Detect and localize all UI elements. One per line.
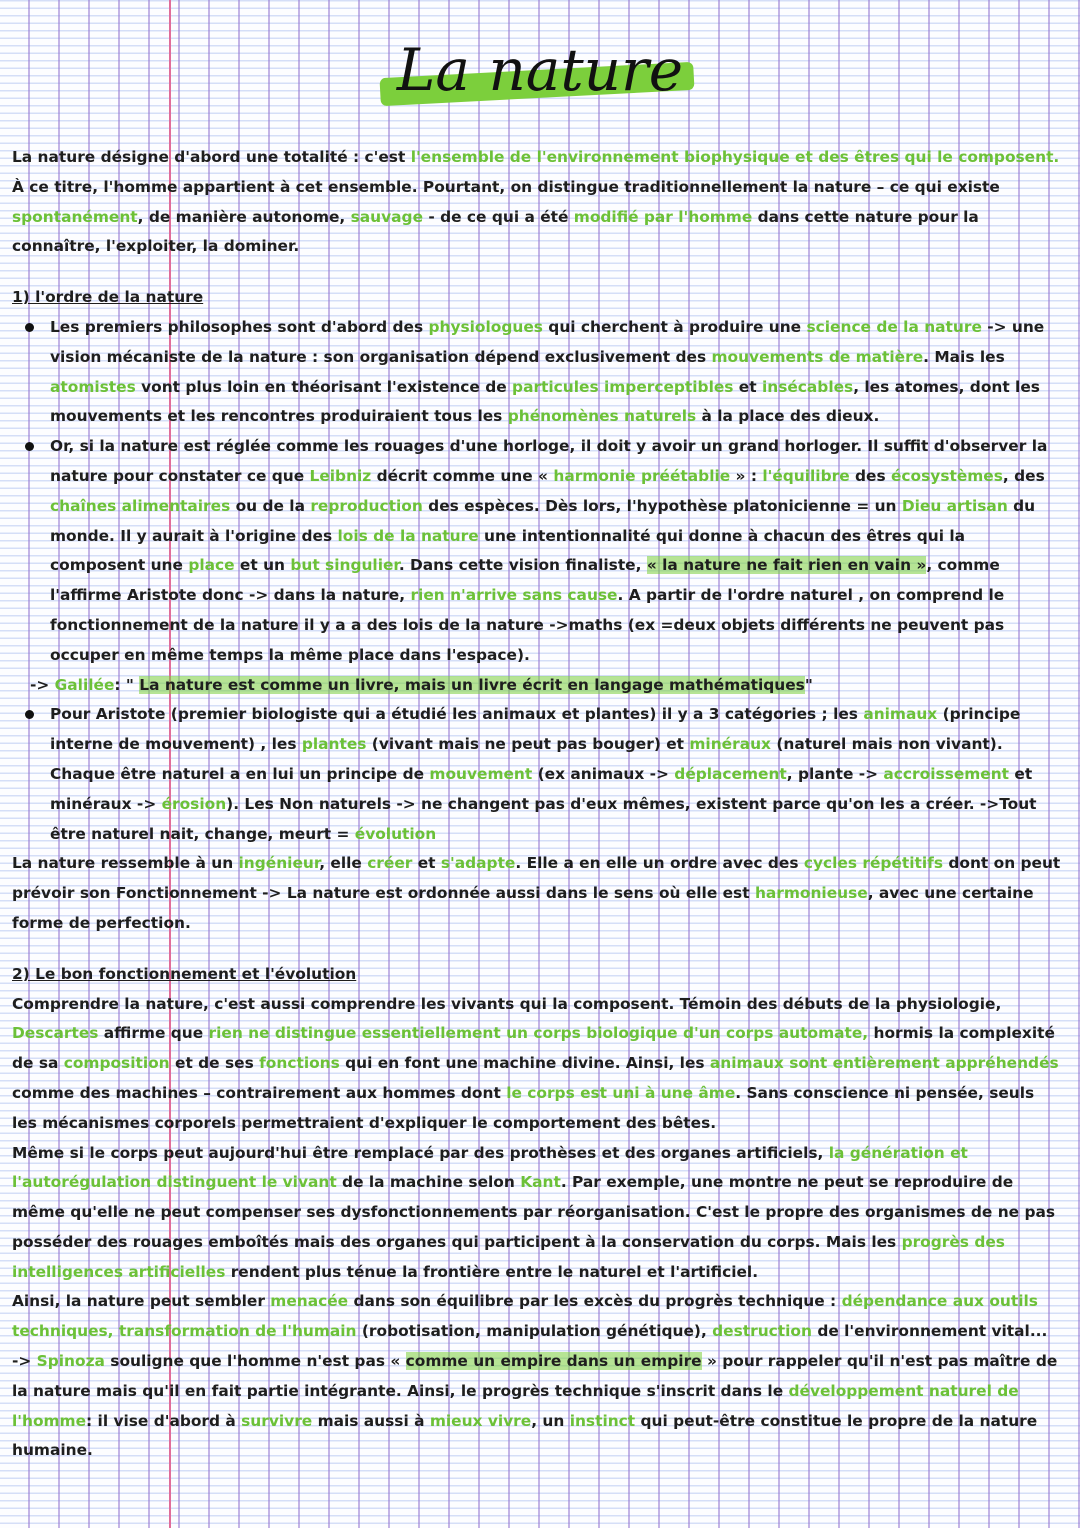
- galilee-quote-line: [12, 671, 1064, 701]
- text-run: et un: [234, 556, 291, 575]
- text-run: : il vise d'abord à: [86, 1411, 242, 1430]
- highlighted-term: cycles répétitifs: [803, 854, 943, 873]
- text-run: dans son équilibre par les excès du progrès technique :: [348, 1292, 842, 1311]
- highlighted-term: dépendance aux outils techniques, transformation de l'humain: [12, 1292, 1038, 1341]
- text-run: La nature désigne d'abord une totalité : c'est: [12, 148, 411, 166]
- highlighted-term: créer: [367, 854, 413, 873]
- text-run: (vivant mais ne peut pas bouger) et: [366, 735, 690, 754]
- text-run: Ainsi, la nature peut sembler: [12, 1292, 271, 1311]
- text-run: , avec une certaine forme de perfection.: [12, 884, 1034, 932]
- text-run: décrit comme une «: [371, 466, 554, 485]
- highlighted-term: rien n'arrive sans cause: [410, 586, 618, 605]
- highlighted-term: déplacement: [674, 764, 787, 783]
- highlighted-term: atomistes: [50, 377, 136, 396]
- text-run: - de ce qui a été: [423, 207, 574, 226]
- highlighted-term: place: [188, 556, 235, 575]
- text-run: -> une vision mécaniste de la nature : son organisation dépend exclusivement des: [50, 317, 1045, 366]
- text-run: une intentionnalité qui donne à chacun des êtres qui la composent une: [50, 526, 966, 575]
- highlighted-term: harmonie préétablie: [553, 466, 731, 485]
- text-run: ": [804, 675, 813, 694]
- text-run: ). Les Non naturels -> ne changent pas d'eux mêmes, existent parce qu'on les a créer. ->Tout être naturel nait, change, meurt =: [50, 794, 1037, 843]
- text-run: ->: [30, 675, 55, 694]
- bullet-dot: [25, 442, 34, 451]
- text-run: qui peut-être constitue le propre de la nature humaine.: [12, 1411, 1038, 1460]
- spinoza-paragraph: [12, 1347, 1064, 1466]
- bullet-physiologues: [12, 313, 1064, 432]
- text-run: (ex animaux ->: [532, 764, 675, 783]
- text-run: . Mais les: [923, 347, 1005, 366]
- text-run: Les premiers philosophes sont d'abord des: [50, 317, 429, 336]
- highlighted-term: composition: [63, 1054, 170, 1073]
- text-run: : ": [114, 675, 140, 694]
- text-run: Or, si la nature est réglée comme les rouages d'une horloge, il doit y avoir un grand horloger. Il suffit d'observer la nature pour constater ce que: [50, 437, 1048, 485]
- highlighted-term: Leibniz: [309, 466, 372, 485]
- text-run: . Par exemple, une montre ne peut se reproduire de même qu'elle ne peut compenser ses dysfonctionnements par réorganisation. C'est le propre des organismes de ne pas posséder des rouages emboîtés mais des organes qui participent à la conservation du corps. Mais les: [12, 1173, 1056, 1251]
- text-run: des espèces. Dès lors, l'hypothèse platonicienne = un: [422, 496, 902, 515]
- highlighted-term: but singulier: [290, 556, 399, 575]
- highlighted-term: minéraux: [689, 735, 771, 754]
- highlighted-term: physiologues: [428, 317, 543, 336]
- text-run: , comme l'affirme Aristote donc -> dans la nature,: [50, 556, 1000, 605]
- section-2-title: 2) Le bon fonctionnement et l'évolution: [12, 964, 357, 983]
- title-block: [380, 30, 700, 110]
- highlighted-term: progrès des intelligences artificielles: [12, 1232, 1005, 1281]
- text-run: Pour Aristote (premier biologiste qui a étudié les animaux et plantes) il y a 3 catégories ; les: [50, 705, 864, 724]
- highlighted-term: Galilée: [54, 675, 115, 694]
- intro-paragraph: [12, 143, 1064, 262]
- text-run: de l'environnement vital...: [811, 1322, 1048, 1341]
- text-run: vont plus loin en théorisant l'existence de: [135, 377, 513, 396]
- text-run: ou de la: [230, 496, 311, 515]
- text-run: , elle: [319, 854, 368, 873]
- highlighted-term: menacée: [270, 1292, 349, 1311]
- highlighted-term: Kant: [520, 1173, 561, 1192]
- highlighted-term: animaux: [863, 705, 938, 724]
- text-run: , des: [1002, 466, 1045, 485]
- highlighted-term: s'adapte: [440, 854, 516, 873]
- text-run: . Elle a en elle un ordre avec des: [515, 854, 804, 873]
- text-run: des: [849, 466, 891, 485]
- kant-paragraph: [12, 1139, 1064, 1288]
- text-run: et: [733, 377, 762, 396]
- highlighted-term: évolution: [354, 824, 437, 843]
- highlighted-term: mieux vivre: [429, 1411, 532, 1430]
- highlighted-term: la génération et l'autorégulation distinguent le vivant: [12, 1143, 968, 1192]
- highlighted-term: modifié par l'homme: [573, 207, 753, 226]
- text-run: . Dans cette vision finaliste,: [398, 556, 647, 575]
- text-run: et de ses: [169, 1054, 260, 1073]
- highlighted-term: insécables: [761, 377, 854, 396]
- text-run: Comprendre la nature, c'est aussi comprendre les vivants qui la composent. Témoin des débuts de la physiologie,: [12, 994, 1002, 1013]
- highlighted-term: harmonieuse: [754, 884, 868, 903]
- highlighted-term: reproduction: [310, 496, 423, 515]
- highlighted-term: l'ensemble de l'environnement biophysique et des êtres qui le composent.: [410, 148, 1060, 166]
- highlighted-term: survivre: [241, 1411, 313, 1430]
- highlighted-term: accroissement: [883, 764, 1010, 783]
- highlighted-term: érosion: [161, 794, 227, 813]
- text-run: hormis la complexité de sa: [12, 1024, 1055, 1073]
- highlighted-term: destruction: [712, 1322, 812, 1341]
- text-run: , de manière autonome,: [137, 207, 351, 226]
- descartes-paragraph: [12, 990, 1064, 1139]
- highlighted-term: le corps est uni à une âme: [506, 1083, 736, 1102]
- text-run: et minéraux ->: [50, 764, 1033, 813]
- bullet-aristote: [12, 700, 1064, 849]
- bullet-text: [50, 705, 1037, 842]
- text-run: dans cette nature pour la connaître, l'exploiter, la dominer.: [12, 207, 979, 256]
- text-run: ->: [12, 1352, 37, 1371]
- highlighted-term: spontanément: [12, 207, 138, 226]
- highlighted-term: fonctions: [259, 1054, 340, 1073]
- highlighted-term: instinct: [569, 1411, 636, 1430]
- text-run: , un: [531, 1411, 570, 1430]
- highlighted-term: particules imperceptibles: [512, 377, 734, 396]
- text-run: . Sans conscience ni pensée, seuls les mécanismes corporels permettraient d'expliquer le comportement des bêtes.: [12, 1083, 1035, 1132]
- highlighted-term: l'équilibre: [762, 466, 850, 485]
- highlighted-term: phénomènes naturels: [507, 407, 697, 426]
- highlighted-term: mouvement: [429, 764, 533, 783]
- text-run: du monde. Il y aurait à l'origine des: [50, 496, 1036, 545]
- highlighted-term: animaux sont entièrement appréhendés: [709, 1054, 1059, 1073]
- highlighted-quote: « la nature ne fait rien en vain »: [646, 556, 927, 575]
- highlighted-term: Descartes: [12, 1024, 99, 1043]
- highlighted-term: science de la nature: [806, 317, 982, 336]
- text-run: . A partir de l'ordre naturel , on comprend le fonctionnement de la nature il y a a des lois de la nature ->maths (ex =deux objets différents ne peuvent pas occuper en même temps la même place dans l'espace).: [50, 586, 1005, 664]
- text-run: , plante ->: [786, 764, 884, 783]
- text-run: à la place des dieux.: [696, 407, 880, 426]
- text-run: affirme que: [98, 1024, 209, 1043]
- text-run: (principe interne de mouvement) , les: [50, 705, 1021, 754]
- highlighted-term: Spinoza: [36, 1352, 105, 1371]
- highlighted-term: ingénieur: [238, 854, 320, 873]
- text-run: » :: [730, 466, 763, 485]
- text-run: , les atomes, dont les mouvements et les rencontres produiraient tous les: [50, 377, 1040, 426]
- highlighted-term: développement naturel de l'homme: [12, 1381, 1019, 1430]
- highlighted-term: lois de la nature: [337, 526, 479, 545]
- highlighted-term: mouvements de matière: [711, 347, 924, 366]
- highlighted-term: écosystèmes: [890, 466, 1003, 485]
- text-run: (robotisation, manipulation génétique),: [356, 1322, 713, 1341]
- highlighted-quote: La nature est comme un livre, mais un livre écrit en langage mathématiques: [139, 675, 805, 694]
- highlighted-term: plantes: [301, 735, 367, 754]
- text-run: qui cherchent à produire une: [542, 317, 807, 336]
- bullet-text: [50, 318, 1044, 425]
- text-run: mais aussi à: [312, 1411, 430, 1430]
- section-1-conclusion: [12, 849, 1064, 938]
- highlighted-term: rien ne distingue essentiellement un corps biologique d'un corps automate,: [208, 1024, 869, 1043]
- section-1-title: 1) l'ordre de la nature: [12, 288, 204, 307]
- text-run: À ce titre, l'homme appartient à cet ensemble. Pourtant, on distingue traditionnellement la nature – ce qui existe: [12, 177, 1000, 196]
- bullet-text: [50, 437, 1047, 664]
- highlighted-quote: comme un empire dans un empire: [405, 1352, 702, 1371]
- text-run: dont on peut prévoir son Fonctionnement -> La nature est ordonnée aussi dans le sens où elle est: [12, 854, 1061, 903]
- bullet-dot: [25, 710, 34, 719]
- text-run: La nature ressemble à un: [12, 854, 239, 873]
- text-run: » pour rappeler qu'il n'est pas maître de la nature mais qu'il en fait partie intégrante. Ainsi, le progrès technique s'inscrit dans le: [12, 1352, 1058, 1400]
- bullet-dot: [25, 323, 34, 332]
- bullet-horloger: [12, 432, 1064, 670]
- text-run: Même si le corps peut aujourd'hui être remplacé par des prothèses et des organes artificiels,: [12, 1143, 829, 1162]
- notes-body: [12, 143, 1064, 1466]
- text-run: (naturel mais non vivant). Chaque être naturel a en lui un principe de: [50, 735, 1003, 783]
- text-run: souligne que l'homme n'est pas «: [104, 1352, 406, 1371]
- text-run: qui en font une machine divine. Ainsi, les: [339, 1054, 710, 1073]
- progress-paragraph: [12, 1287, 1064, 1347]
- text-run: et: [412, 854, 441, 873]
- highlighted-term: sauvage: [350, 207, 424, 226]
- text-run: rendent plus ténue la frontière entre le naturel et l'artificiel.: [225, 1262, 759, 1281]
- highlighted-term: Dieu artisan: [901, 496, 1008, 515]
- page-title: La nature: [396, 36, 684, 104]
- text-run: comme des machines – contrairement aux hommes dont: [12, 1083, 507, 1102]
- text-run: de la machine selon: [336, 1173, 521, 1192]
- highlighted-term: chaînes alimentaires: [50, 496, 231, 515]
